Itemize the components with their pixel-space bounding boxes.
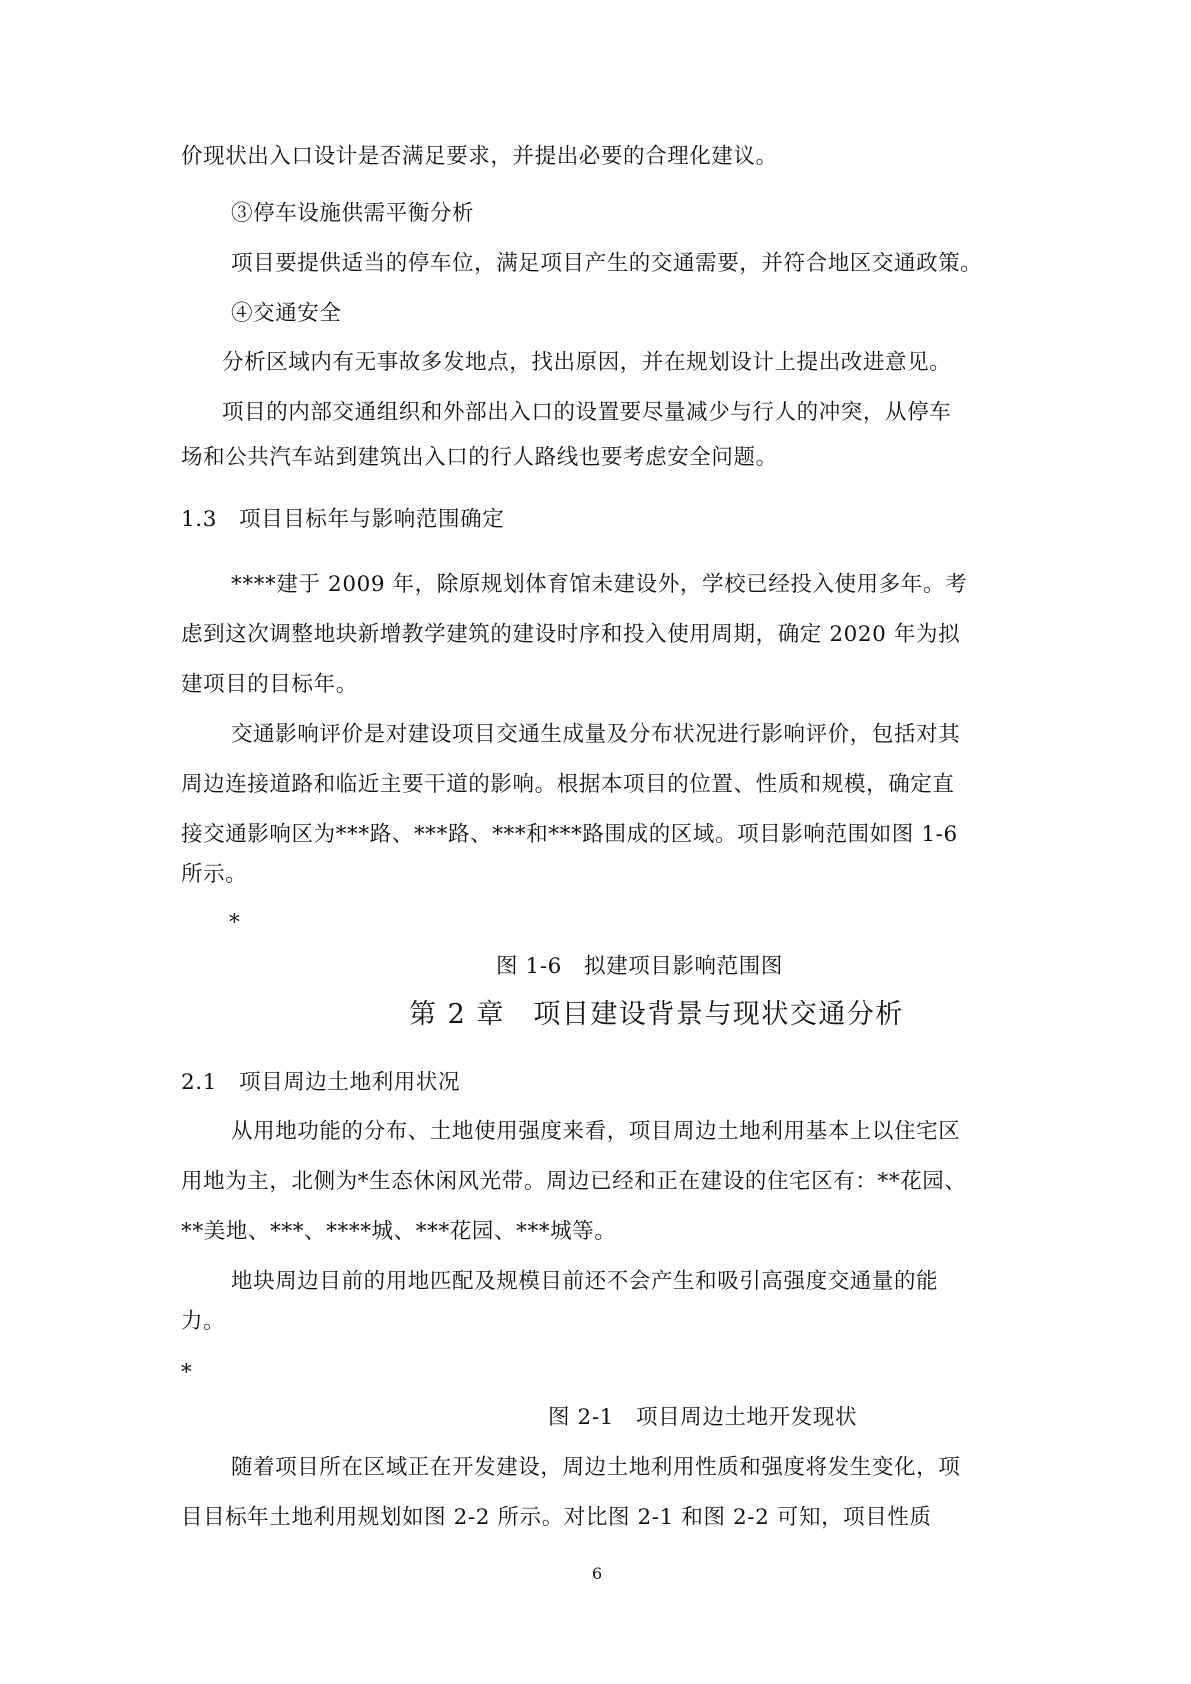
figure-caption: 图 2-1 项目周边土地开发现状: [548, 1405, 858, 1430]
text-line: 力。: [181, 1309, 226, 1334]
text-line: 项目的内部交通组织和外部出入口的设置要尽量减少与行人的冲突，从停车: [222, 400, 952, 425]
text-line: 接交通影响区为***路、***路、***和***路围成的区域。项目影响范围如图 1-6: [181, 822, 958, 847]
text-line: 目目标年土地利用规划如图 2-2 所示。对比图 2-1 和图 2-2 可知，项目性质: [181, 1505, 932, 1530]
figure-placeholder: *: [229, 910, 241, 935]
list-heading: ④交通安全: [231, 301, 342, 326]
text-line: 用地为主，北侧为*生态休闲风光带。周边已经和正在建设的住宅区有：**花园、: [181, 1169, 967, 1194]
text-line: **美地、***、****城、***花园、***城等。: [181, 1219, 617, 1244]
text-line: 分析区域内有无事故多发地点，找出原因，并在规划设计上提出改进意见。: [222, 350, 952, 375]
text-line: 所示。: [181, 862, 248, 887]
chapter-title: 第 2 章 项目建设背景与现状交通分析: [409, 999, 904, 1030]
text-line: 场和公共汽车站到建筑出入口的行人路线也要考虑安全问题。: [181, 445, 778, 470]
text-line: 建项目的目标年。: [181, 672, 358, 697]
section-heading: 2.1 项目周边土地利用状况: [181, 1070, 461, 1095]
text-line: 随着项目所在区域正在开发建设，周边土地利用性质和强度将发生变化，项: [231, 1455, 961, 1480]
text-line: 周边连接道路和临近主要干道的影响。根据本项目的位置、性质和规模，确定直: [181, 772, 955, 797]
section-heading: 1.3 项目目标年与影响范围确定: [181, 507, 505, 532]
text-line: ****建于 2009 年，除原规划体育馆未建设外，学校已经投入使用多年。考: [231, 572, 968, 597]
text-line: 地块周边目前的用地匹配及规模目前还不会产生和吸引高强度交通量的能: [231, 1269, 939, 1294]
text-line: 虑到这次调整地块新增教学建筑的建设时序和投入使用周期，确定 2020 年为拟: [181, 622, 961, 647]
figure-placeholder: *: [181, 1360, 193, 1385]
text-line: 交通影响评价是对建设项目交通生成量及分布状况进行影响评价，包括对其: [231, 722, 961, 747]
page-number: 6: [592, 1564, 603, 1583]
figure-caption: 图 1-6 拟建项目影响范围图: [496, 954, 783, 979]
list-heading: ③停车设施供需平衡分析: [231, 201, 475, 226]
text-line: 项目要提供适当的停车位，满足项目产生的交通需要，并符合地区交通政策。: [231, 251, 983, 276]
text-line: 价现状出入口设计是否满足要求，并提出必要的合理化建议。: [181, 144, 778, 169]
text-line: 从用地功能的分布、土地使用强度来看，项目周边土地利用基本上以住宅区: [231, 1119, 961, 1144]
